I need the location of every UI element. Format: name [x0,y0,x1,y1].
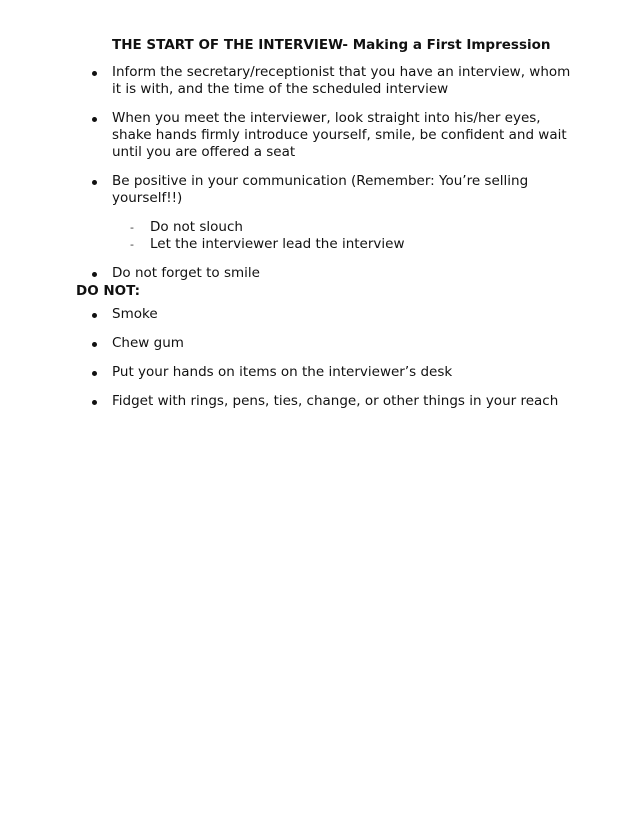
list-item [92,173,572,253]
list-item [92,64,572,98]
bullet-icon [92,342,97,347]
bullet-icon [92,180,97,185]
sub-list-item-text: Let the interviewer lead the interview [150,236,405,252]
list-item [92,306,572,323]
list-item-text: Chew gum [112,335,184,351]
page-title: THE START OF THE INTERVIEW- Making a First Impression [112,37,551,53]
list-item [92,393,572,410]
section-heading: DO NOT: [76,283,141,299]
bullet-icon [92,71,97,76]
list-item-text: Inform the secretary/receptionist that you have an interview, whom it is with, and the time of the scheduled interview [112,64,571,97]
list-item [92,110,572,161]
list-item [92,364,572,381]
dash-marker: - [130,221,134,234]
list-item-text: Fidget with rings, pens, ties, change, or other things in your reach [112,393,559,409]
list-item [92,265,572,282]
sub-list-item [130,236,572,253]
sub-list-item [130,219,572,236]
dash-marker: - [130,238,134,251]
sub-list-item-text: Do not slouch [150,219,243,235]
list-item-text: Put your hands on items on the interviewer’s desk [112,364,453,380]
bullet-icon [92,371,97,376]
do-not-list [92,306,572,422]
list-item [92,335,572,352]
list-item-text: When you meet the interviewer, look straight into his/her eyes, shake hands firmly introduce yourself, smile, be confident and wait until you are offered a seat [112,110,567,160]
bullet-icon [92,272,97,277]
sub-list [130,219,572,253]
list-item-text: Smoke [112,306,158,322]
bullet-icon [92,400,97,405]
impression-tips-list [92,64,572,294]
list-item-text: Do not forget to smile [112,265,260,281]
bullet-icon [92,117,97,122]
bullet-icon [92,313,97,318]
list-item-text: Be positive in your communication (Remember: You’re selling yourself!!) [112,173,529,206]
